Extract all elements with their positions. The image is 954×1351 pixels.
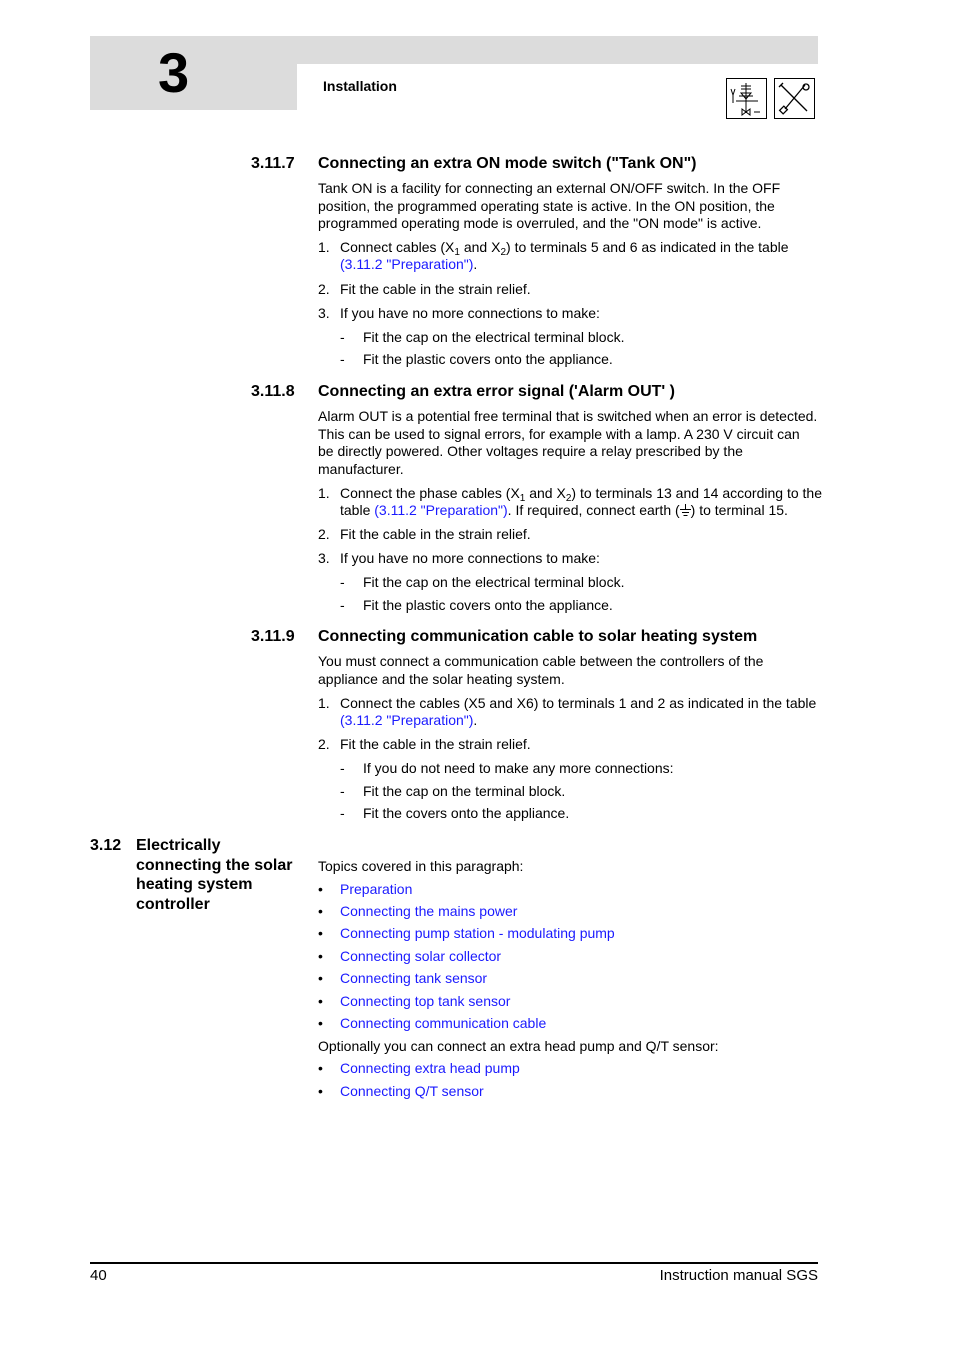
topic-link-qt-sensor[interactable]: Connecting Q/T sensor — [340, 1083, 484, 1099]
list-text: If you have no more connections to make: — [340, 305, 600, 321]
footer-title: Instruction manual SGS — [659, 1267, 818, 1284]
list-number: 2. — [318, 526, 330, 542]
list-text: Connect the cables (X5 and X6) to terminals 1 and 2 as indicated in the table (3.11.2 "Preparation"). — [340, 695, 817, 729]
list-number: 2. — [318, 736, 330, 752]
list-text: Fit the cable in the strain relief. — [340, 736, 531, 752]
topic-link-mains-power[interactable]: Connecting the mains power — [340, 903, 518, 919]
section-label: Installation — [323, 78, 397, 94]
installation-diagram-icon — [726, 78, 767, 119]
topic-link-solar-collector[interactable]: Connecting solar collector — [340, 948, 502, 964]
heading-number: 3.12 — [90, 837, 122, 854]
list-number: 1. — [318, 239, 330, 255]
topic-link-pump-station[interactable]: Connecting pump station - modulating pump — [340, 925, 615, 941]
topic-link-top-tank-sensor[interactable]: Connecting top tank sensor — [340, 993, 511, 1009]
heading-title: Connecting an extra ON mode switch ("Tank ON") — [318, 155, 697, 172]
cross-reference-link[interactable]: (3.11.2 "Preparation") — [340, 256, 474, 273]
footer-rule — [90, 1262, 818, 1264]
heading-number: 3.11.9 — [251, 628, 295, 645]
topic-link-preparation[interactable]: Preparation — [340, 881, 413, 897]
chapter-box — [90, 36, 297, 110]
cross-reference-link[interactable]: (3.11.2 "Preparation") — [374, 502, 508, 519]
chapter-number: 3 — [158, 41, 190, 104]
list-number: 2. — [318, 281, 330, 297]
topic-link-extra-head-pump[interactable]: Connecting extra head pump — [340, 1060, 520, 1076]
heading-number: 3.11.8 — [251, 383, 295, 400]
paragraph: Alarm OUT is a potential free terminal that is switched when an error is detected. This can be used to signal errors, for example with a lamp. A 230 V circuit can be directly powered. Other voltages require a relay prescribed by the manufacturer. — [318, 408, 818, 478]
paragraph: You must connect a communication cable between the controllers of the appliance and the solar heating system. — [318, 653, 764, 687]
tools-icon — [774, 78, 815, 119]
list-number: 3. — [318, 550, 330, 566]
paragraph: Tank ON is a facility for connecting an external ON/OFF switch. In the OFF position, the programmed operating state is active. In the ON position, the programmed operating mode is overruled, and the "ON mode" is active. — [318, 180, 781, 232]
list-text: Connect cables ($X_1$ and $X_2$) to terminals 5 and 6 as indicated in the table (3.11.2 "Preparation"). — [340, 239, 789, 273]
earth-icon — [680, 504, 691, 521]
list-text: Fit the cable in the strain relief. — [340, 281, 531, 297]
list-text: If you have no more connections to make: — [340, 550, 600, 566]
list-number: 3. — [318, 305, 330, 321]
optional-intro: Optionally you can connect an extra head pump and Q/T sensor: — [318, 1038, 719, 1054]
page-number: 40 — [90, 1267, 107, 1284]
topics-intro: Topics covered in this paragraph: — [318, 858, 524, 874]
heading-title: Connecting an extra error signal ('Alarm OUT' ) — [318, 383, 676, 400]
cross-reference-link[interactable]: (3.11.2 "Preparation") — [340, 712, 474, 729]
list-text: Fit the cable in the strain relief. — [340, 526, 531, 542]
list-number: 1. — [318, 695, 330, 711]
list-number: 1. — [318, 485, 330, 501]
heading-title: Electrically connecting the solar heating system controller — [136, 837, 293, 913]
heading-number: 3.11.7 — [251, 155, 295, 172]
list-text: Connect the phase cables ($X_1$ and $X_2$) to terminals 13 and 14 according to the table (3.11.2 "Preparation"). If required, connect earth ( ) to terminal 15. — [340, 485, 840, 521]
topic-link-communication-cable[interactable]: Connecting communication cable — [340, 1015, 547, 1031]
topic-link-tank-sensor[interactable]: Connecting tank sensor — [340, 970, 488, 986]
heading-title: Connecting communication cable to solar heating system — [318, 628, 758, 645]
